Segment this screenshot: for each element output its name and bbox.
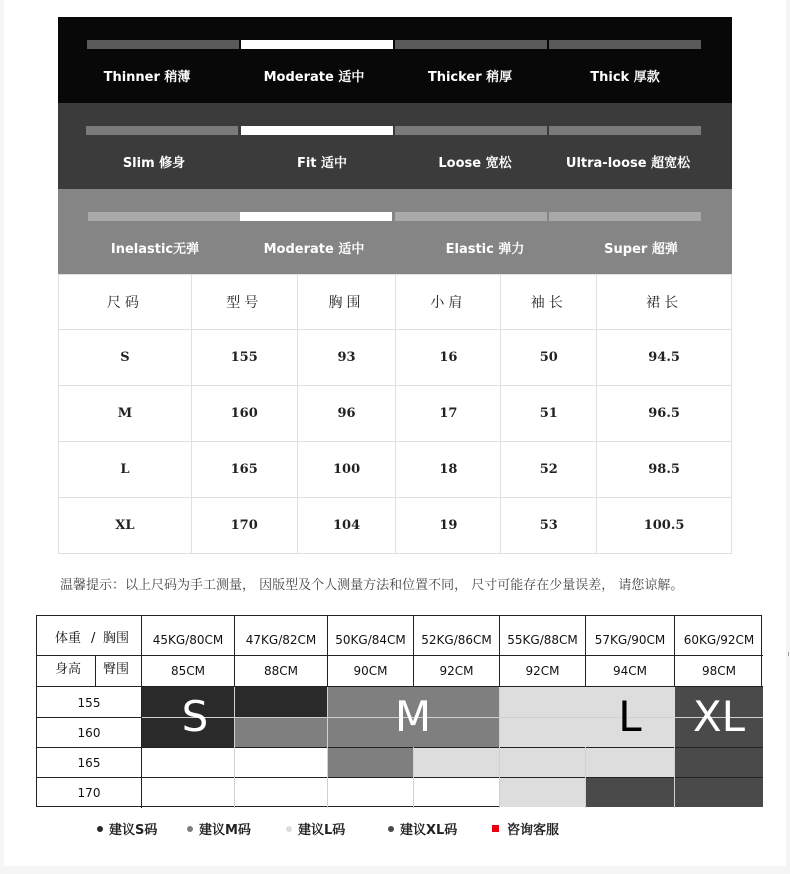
grid-line-h (37, 717, 141, 718)
hip-header: 88CM (263, 664, 298, 678)
cell-shoulder: 18 (396, 442, 501, 498)
cell-chest: 93 (297, 330, 396, 386)
height-label: 170 (77, 786, 101, 800)
cell-chest: 104 (297, 498, 396, 554)
cell-dress-length: 96.5 (597, 386, 732, 442)
hip-header: 90CM (353, 664, 388, 678)
cell-sleeve: 51 (501, 386, 597, 442)
thickness-segment-1 (87, 40, 239, 49)
cell-sleeve: 50 (501, 330, 597, 386)
corner-chest-label: 胸围 (103, 631, 130, 646)
legend-dot-l-icon (286, 826, 292, 832)
cell-sleeve: 53 (501, 498, 597, 554)
elasticity-segment-2 (240, 212, 392, 221)
size-letter-m: M (394, 692, 432, 741)
legend-item-s (97, 819, 157, 838)
thickness-segment-4 (549, 40, 701, 49)
grid-line-v (95, 656, 96, 687)
grid-line-v (327, 687, 328, 808)
legend-label-m: 建议M码 (199, 823, 251, 838)
elasticity-segment-3 (395, 212, 547, 221)
cell-model: 165 (191, 442, 297, 498)
legend-dot-m-icon (187, 826, 193, 832)
cell-model: 155 (191, 330, 297, 386)
grid-line-h (37, 777, 763, 778)
legend-item-m (187, 819, 251, 838)
fit-segment-3 (395, 126, 547, 135)
weight-chest-header: 60KG/92CM (683, 633, 755, 647)
weight-chest-header: 47KG/82CM (245, 633, 317, 647)
cell-size: XL (59, 498, 192, 554)
cell-dress-length: 98.5 (597, 442, 732, 498)
hip-header: 85CM (170, 664, 205, 678)
cell-model: 170 (191, 498, 297, 554)
region-l-2 (414, 747, 675, 777)
fit-label-loose: Loose 宽松 (438, 156, 512, 171)
grid-line-h (37, 747, 763, 748)
height-label: 155 (77, 696, 101, 710)
legend-item-l (286, 819, 345, 838)
cell-dress-length: 94.5 (597, 330, 732, 386)
thickness-band (58, 17, 732, 103)
table-row (59, 498, 732, 554)
region-m-3 (328, 747, 414, 777)
edge-mark (788, 652, 789, 656)
cell-model: 160 (191, 386, 297, 442)
header-size: 尺码 (59, 275, 192, 330)
legend-label-l: 建议L码 (298, 823, 346, 838)
hip-header: 94CM (612, 664, 647, 678)
weight-chest-header: 52KG/86CM (421, 633, 492, 647)
cell-dress-length: 100.5 (597, 498, 732, 554)
thickness-label-thinner: Thinner 稍薄 (103, 70, 191, 85)
table-row (59, 442, 732, 498)
header-model: 型号 (191, 275, 297, 330)
elasticity-band (58, 189, 732, 275)
header-sleeve: 袖长 (501, 275, 597, 330)
corner-hip-label: 臀围 (103, 662, 130, 677)
size-legend (0, 819, 790, 839)
elasticity-segment-4 (549, 212, 701, 221)
size-recommendation-grid (36, 615, 762, 807)
weight-chest-header: 57KG/90CM (594, 633, 666, 647)
hip-header: 92CM (439, 664, 474, 678)
grid-line-v (413, 747, 414, 808)
fit-band (58, 103, 732, 189)
cell-size: M (59, 386, 192, 442)
legend-square-consult-icon (492, 825, 499, 832)
elasticity-label-inelastic: Inelastic无弹 (110, 242, 200, 257)
corner-height-label: 身高 (55, 662, 82, 677)
cell-shoulder: 17 (396, 386, 501, 442)
elasticity-label-elastic: Elastic 弹力 (445, 242, 525, 257)
grid-line-h (37, 655, 763, 656)
grid-line-v (499, 687, 500, 808)
thickness-label-moderate: Moderate 适中 (263, 70, 365, 85)
region-xl-2 (586, 777, 675, 807)
fit-label-ultra-loose: Ultra-loose 超宽松 (565, 156, 691, 171)
elasticity-segment-1 (88, 212, 240, 221)
elasticity-label-moderate: Moderate 适中 (263, 242, 365, 257)
corner-weight-label: 体重 (55, 631, 82, 646)
height-label: 165 (77, 756, 101, 770)
cell-chest: 96 (297, 386, 396, 442)
cell-sleeve: 52 (501, 442, 597, 498)
legend-label-xl: 建议XL码 (400, 823, 458, 838)
thickness-segment-3 (395, 40, 547, 49)
size-table-header (59, 275, 732, 330)
size-letter-l: L (618, 692, 642, 741)
weight-chest-header: 55KG/88CM (507, 633, 578, 647)
height-label: 160 (77, 726, 101, 740)
cell-size: S (59, 330, 192, 386)
legend-item-consult (492, 819, 559, 838)
legend-label-consult: 咨询客服 (507, 823, 560, 838)
cell-size: L (59, 442, 192, 498)
legend-item-xl (388, 819, 457, 838)
size-letter-s: S (181, 692, 209, 741)
table-row (59, 330, 732, 386)
fit-segment-2 (241, 126, 393, 135)
grid-line-v (585, 747, 586, 808)
grid-line-h (37, 686, 763, 687)
header-chest: 胸围 (297, 275, 396, 330)
fit-label-slim: Slim 修身 (122, 156, 186, 171)
fit-segment-4 (549, 126, 701, 135)
measurement-note: 温馨提示：以上尺码为手工测量， 因版型及个人测量方法和位置不同， 尺寸可能存在少量误差， 请您谅解。 (60, 578, 684, 593)
cell-shoulder: 19 (396, 498, 501, 554)
legend-dot-s-icon (97, 826, 103, 832)
table-row (59, 386, 732, 442)
fit-segment-1 (86, 126, 238, 135)
legend-dot-xl-icon (388, 826, 394, 832)
region-l-3 (500, 777, 586, 807)
thickness-segment-2 (241, 40, 393, 49)
header-dress-length: 裙长 (597, 275, 732, 330)
corner-separator: / (91, 631, 96, 646)
thickness-label-thick: Thick 厚款 (590, 70, 660, 85)
size-table (58, 274, 732, 554)
size-letter-xl: XL (692, 692, 746, 741)
cell-shoulder: 16 (396, 330, 501, 386)
grid-line-v (674, 747, 675, 808)
hip-header: 98CM (701, 664, 736, 678)
header-shoulder: 小肩 (396, 275, 501, 330)
weight-chest-header: 45KG/80CM (152, 633, 224, 647)
fit-label-fit: Fit 适中 (296, 156, 348, 171)
weight-chest-header: 50KG/84CM (335, 633, 406, 647)
hip-header: 92CM (525, 664, 560, 678)
legend-label-s: 建议S码 (109, 823, 158, 838)
thickness-label-thicker: Thicker 稍厚 (427, 70, 513, 85)
elasticity-label-super: Super 超弹 (604, 242, 678, 257)
cell-chest: 100 (297, 442, 396, 498)
